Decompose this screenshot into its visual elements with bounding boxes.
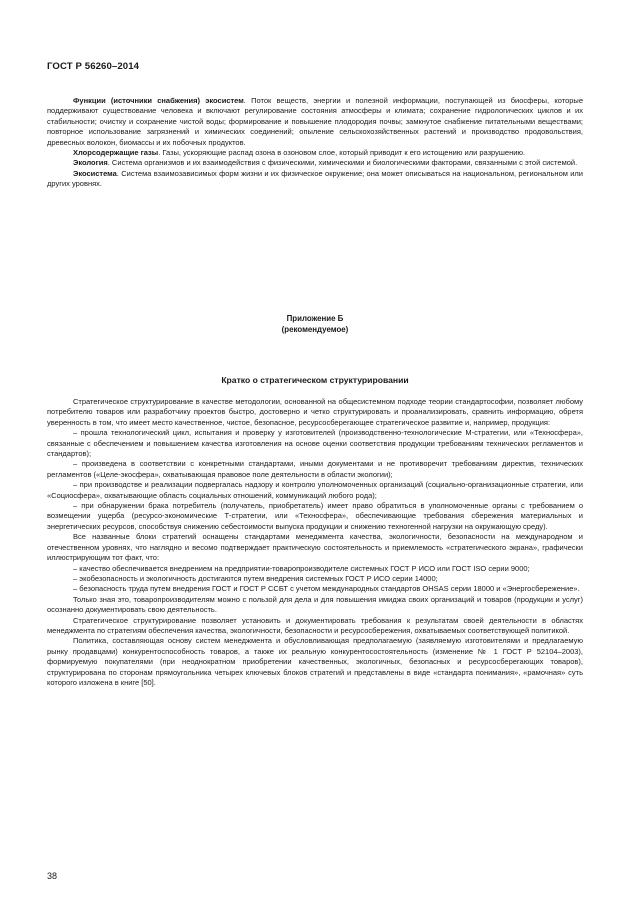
definition-text: . Система взаимозависимых форм жизни и их физическое окружение; она может описываться на национальном, региональном или других уровнях. bbox=[47, 168, 583, 189]
appendix-status: (рекомендуемое) bbox=[281, 324, 349, 334]
definition-text: . Система организмов и их взаимодействия с физическими, химическими и биологическими факторами, связанными с этой системой. bbox=[107, 158, 578, 168]
definition-text: . Газы, ускоряющие распад озона в озоновом слое, который приводит к его истощению или разрушению. bbox=[158, 148, 526, 158]
paragraph: Только зная это, товаропроизводителям можно с пользой для дела и для повышения имиджа своих организаций и товаров (продукции и услуг) осознанно документировать свою деятельность. bbox=[47, 594, 583, 615]
body-text bbox=[47, 397, 583, 688]
paragraph: – при производстве и реализации подвергалась надзору и контролю уполномоченных организаций (социально-организационные стратегии, или «Социосфера», охватывающие область социальных отношений, коммуникаций любого рода); bbox=[47, 480, 583, 500]
section-title: Кратко о стратегическом структурировании bbox=[221, 375, 409, 385]
paragraph: – прошла технологический цикл, испытания и проверку у изготовителей (производственно-технологические М-стратегии, или «Техносфера», связанные с обеспечением и повышением качества изготовления на основе оценки соответствия продукции требованиям технических регламентов и стандартов); bbox=[47, 428, 583, 459]
definition-term: Хлорсодержащие газы bbox=[73, 148, 159, 158]
paragraph: Политика, составляющая основу систем менеджмента и обусловливающая предполагаемую (заявляемую изготовителями и предлагаемую рынку продавцами) конкурентоспособность товаров, а также их реальную конкурентосостоятельность (изменение № 1 ГОСТ Р 52104–2003), формируемую покупателями (при неоднократном приобретении качественных, экологичных, безопасных и ресурсосберегающих товаров), структурирована по сторонам прямоугольника четырех ключевых блоков стратегий и представлены в виде «стандарта понимания», «рамочная» суть которого изложена в книге [50]. bbox=[47, 636, 583, 687]
paragraph: – произведена в соответствии с конкретными стандартами, иными документами и не противоречит требованиям директив, технических регламентов («Целе-экосфера», охватывающая правовое поле деятельности в области экологии); bbox=[47, 459, 583, 479]
paragraph: Стратегическое структурирование позволяет установить и документировать требования к результатам своей деятельности в областях менеджмента по стратегиям обеспечения качества, экологичности, безопасности и ресурсосбережения, охватываемых соответствующей политикой. bbox=[47, 615, 583, 635]
appendix-heading bbox=[47, 314, 583, 335]
paragraph: – экобезопасность и экологичность достигаются путем внедрения системных ГОСТ Р ИСО серии 14000; bbox=[73, 573, 438, 583]
paragraph: – при обнаружении брака потребитель (получатель, приобретатель) имеет право обратиться в уполномоченные органы с требованием о возмещении ущерба (ресурсо-экономические Т-стратегии, или «Техносфера», обеспечивающие требования сбережения материальных и энергетических ресурсов, способствуя снижению себестоимости выпуска продукции и снижению техногенной нагрузки на окружающую среду). bbox=[47, 501, 583, 531]
document-code-header: ГОСТ Р 56260–2014 bbox=[47, 61, 140, 72]
definition-entry bbox=[47, 96, 583, 148]
paragraph: – качество обеспечивается внедрением на предприятии-товаропроизводителе системных ГОСТ Р ИСО или ГОСТ ISO серии 9000; bbox=[73, 563, 530, 573]
definition-entry bbox=[47, 158, 583, 168]
definition-text: . Поток веществ, энергии и полезной информации, поступающей из биосферы, которые поддерживают существование человека и включают регулирование состояния атмосферы и климата; сохранение гидрологических циклов и их стабильности; очистку и сохранение чистой воды; формирование и повышение плодородия почвы; замкнутое снабжение питательными веществами; повторное использование загрязнений и химических соединений; опыление сельскохозяйственных растений и производство продовольствия, древесных волокон, биомассы и их побочных продуктов. bbox=[47, 96, 583, 147]
definition-entry bbox=[47, 169, 583, 190]
appendix-title: Приложение Б bbox=[286, 314, 344, 323]
page-number: 38 bbox=[47, 871, 58, 881]
definition-term: Функции (источники снабжения) экосистем bbox=[73, 96, 244, 105]
paragraph: Стратегическое структурирование в качестве методологии, основанной на общесистемном подходе теории стандартософии, позволяет любому потребителю товаров или разработчику проектов быстро, достоверно и четко структурировать и проанализировать, сравнить информацию, обретя уверенность в том, что имеет место качественное, чистое, безопасное, ресурсосберегающее стратегическое развитие и, например, продукция: bbox=[47, 397, 583, 427]
definitions-block bbox=[47, 96, 583, 190]
paragraph: Все названные блоки стратегий оснащены стандартами менеджмента качества, экологичности, безопасности на международном и отечественном уровнях, что наглядно и весомо подтверждает практическую состоятельность и приемлемость «стратегического экрана», графически иллюстрирующим тот факт, что: bbox=[47, 532, 583, 563]
definition-entry bbox=[47, 148, 583, 158]
definition-term: Экосистема bbox=[73, 168, 117, 178]
paragraph: – безопасность труда путем внедрения ГОСТ и ГОСТ Р ССБТ с учетом международных стандартов OHSAS серии 18000 и «Энергосбережение». bbox=[73, 584, 580, 594]
definition-term: Экология bbox=[73, 158, 108, 168]
